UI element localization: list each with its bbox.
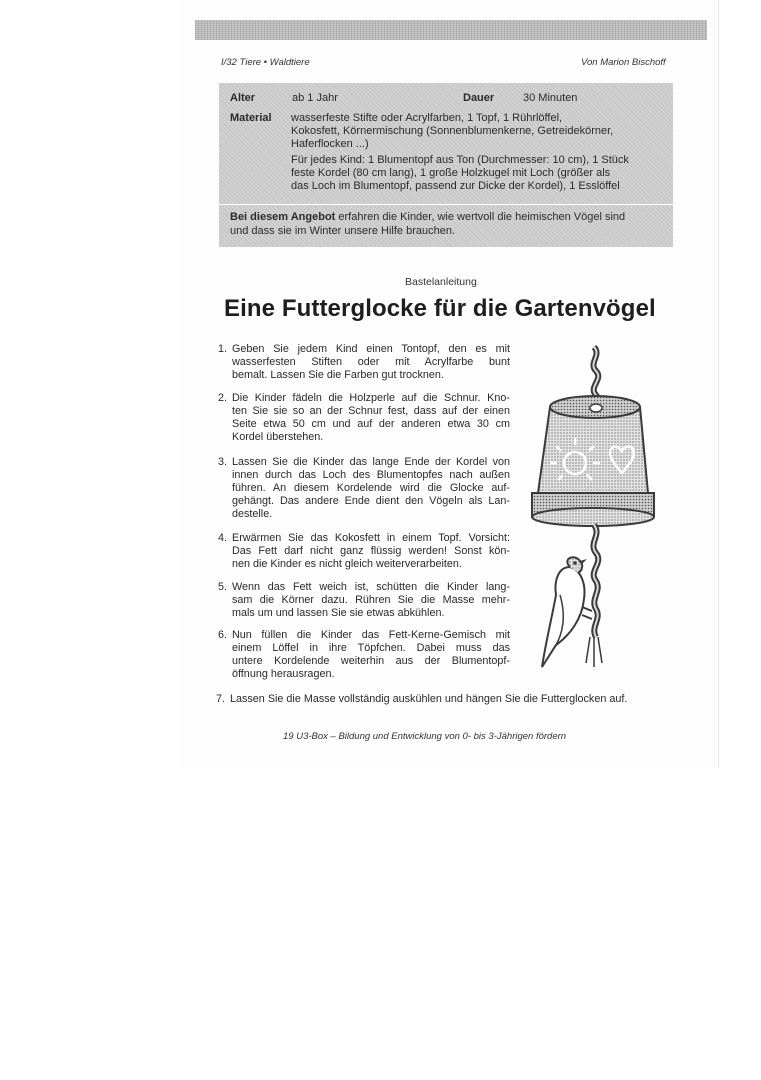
dauer-value: 30 Minuten [523,92,578,104]
angebot-rest: erfahren die Kinder, wie wertvoll die heimischen Vögel sind [335,211,626,223]
step-line: Lassen Sie die Kinder das lange Ende der Kordel von [232,456,510,468]
step-line: führen. An diesem Kordelende wird die Glocke auf- [232,482,510,494]
step-number: 6. [218,629,228,641]
page-title: Eine Futterglocke für die Gartenvögel [224,295,656,322]
material-line: das Loch im Blumentopf, passend zur Dicke der Kordel), 1 Esslöffel [291,180,620,192]
angebot-line-2: und dass sie im Winter unsere Hilfe brauchen. [230,225,455,237]
top-strip [195,20,707,40]
step-line: Lassen Sie die Masse vollständig auskühlen und hängen Sie die Futterglocken auf. [230,693,628,705]
step-line: sam die Körner dazu. Rühren Sie die Masse mehr- [232,594,510,606]
step-line: Das Fett darf nicht ganz flüssig werden! Sonst kön- [232,545,510,557]
step-line: Seite etwa 50 cm und auf der anderen etwa 30 cm [232,418,510,430]
dauer-label: Dauer [463,92,495,104]
step-line: wasserfesten Stiften oder mit Acrylfarbe bunt [232,356,510,368]
alter-label: Alter [230,92,256,104]
running-head-left: I/32 Tiere • Waldtiere [221,57,310,68]
step-line: Die Kinder fädeln die Holzperle auf die Schnur. Kno- [232,392,510,404]
running-head-right: Von Marion Bischoff [581,57,666,68]
angebot-line-1 [230,211,625,224]
step-line: Nun füllen die Kinder das Fett-Kerne-Gemisch mit [232,629,510,641]
page-footer: 19 U3-Box – Bildung und Entwicklung von 0- bis 3-Jährigen fördern [283,731,567,742]
step-line: öffnung herausragen. [232,668,335,680]
step-number: 5. [218,581,228,593]
step-line: ten Sie sie so an der Schnur fest, dass auf der einen [232,405,510,417]
step-line: Kordel überstehen. [232,431,324,443]
material-line: wasserfeste Stifte oder Acrylfarben, 1 Topf, 1 Rührlöffel, [291,112,563,124]
step-line: innen durch das Loch des Blumentopfes nach außen [232,469,510,481]
step-number: 7. [216,693,226,705]
flower-pot-bell-icon [532,396,654,526]
step-number: 2. [218,392,228,404]
step-line: Wenn das Fett weich ist, schütten die Kinder lang- [232,581,510,593]
material-line: Kokosfett, Körnermischung (Sonnenblumenkerne, Getreidekörner, [291,125,614,137]
bird-icon [542,557,592,667]
kicker-label: Bastelanleitung [405,276,477,288]
material-label: Material [230,112,272,124]
step-line: nen die Kinder es nicht gleich weiterverarbeiten. [232,558,462,570]
step-line: Erwärmen Sie das Kokosfett in einem Topf. Vorsicht: [232,532,510,544]
step-number: 1. [218,343,228,355]
material-line: feste Kordel (80 cm lang), 1 große Holzkugel mit Loch (größer als [291,167,611,179]
step-line: untere Kordelende weiterhin aus der Blumentopf- [232,655,510,667]
step-number: 4. [218,532,228,544]
step-line: destelle. [232,508,273,520]
alter-value: ab 1 Jahr [292,92,338,104]
bird-feeder-bell-illustration [530,345,680,675]
material-line: Haferflocken ...) [291,138,369,150]
step-line: einem Löffel in ihre Töpfchen. Dabei muss das [232,642,510,654]
step-number: 3. [218,456,228,468]
step-line: mals um und lassen Sie sie etwas abkühlen. [232,607,445,619]
step-line: gehängt. Das andere Ende dient den Vögeln als Lan- [232,495,510,507]
angebot-bold: Bei diesem Angebot [230,211,336,223]
material-line: Für jedes Kind: 1 Blumentopf aus Ton (Durchmesser: 10 cm), 1 Stück [291,154,629,166]
step-line: Geben Sie jedem Kind einen Tontopf, den es mit [232,343,510,355]
lower-cord-icon [586,525,602,667]
step-line: bemalt. Lassen Sie die Farben gut trocknen. [232,369,444,381]
info-divider [219,204,673,205]
info-box [219,83,673,247]
